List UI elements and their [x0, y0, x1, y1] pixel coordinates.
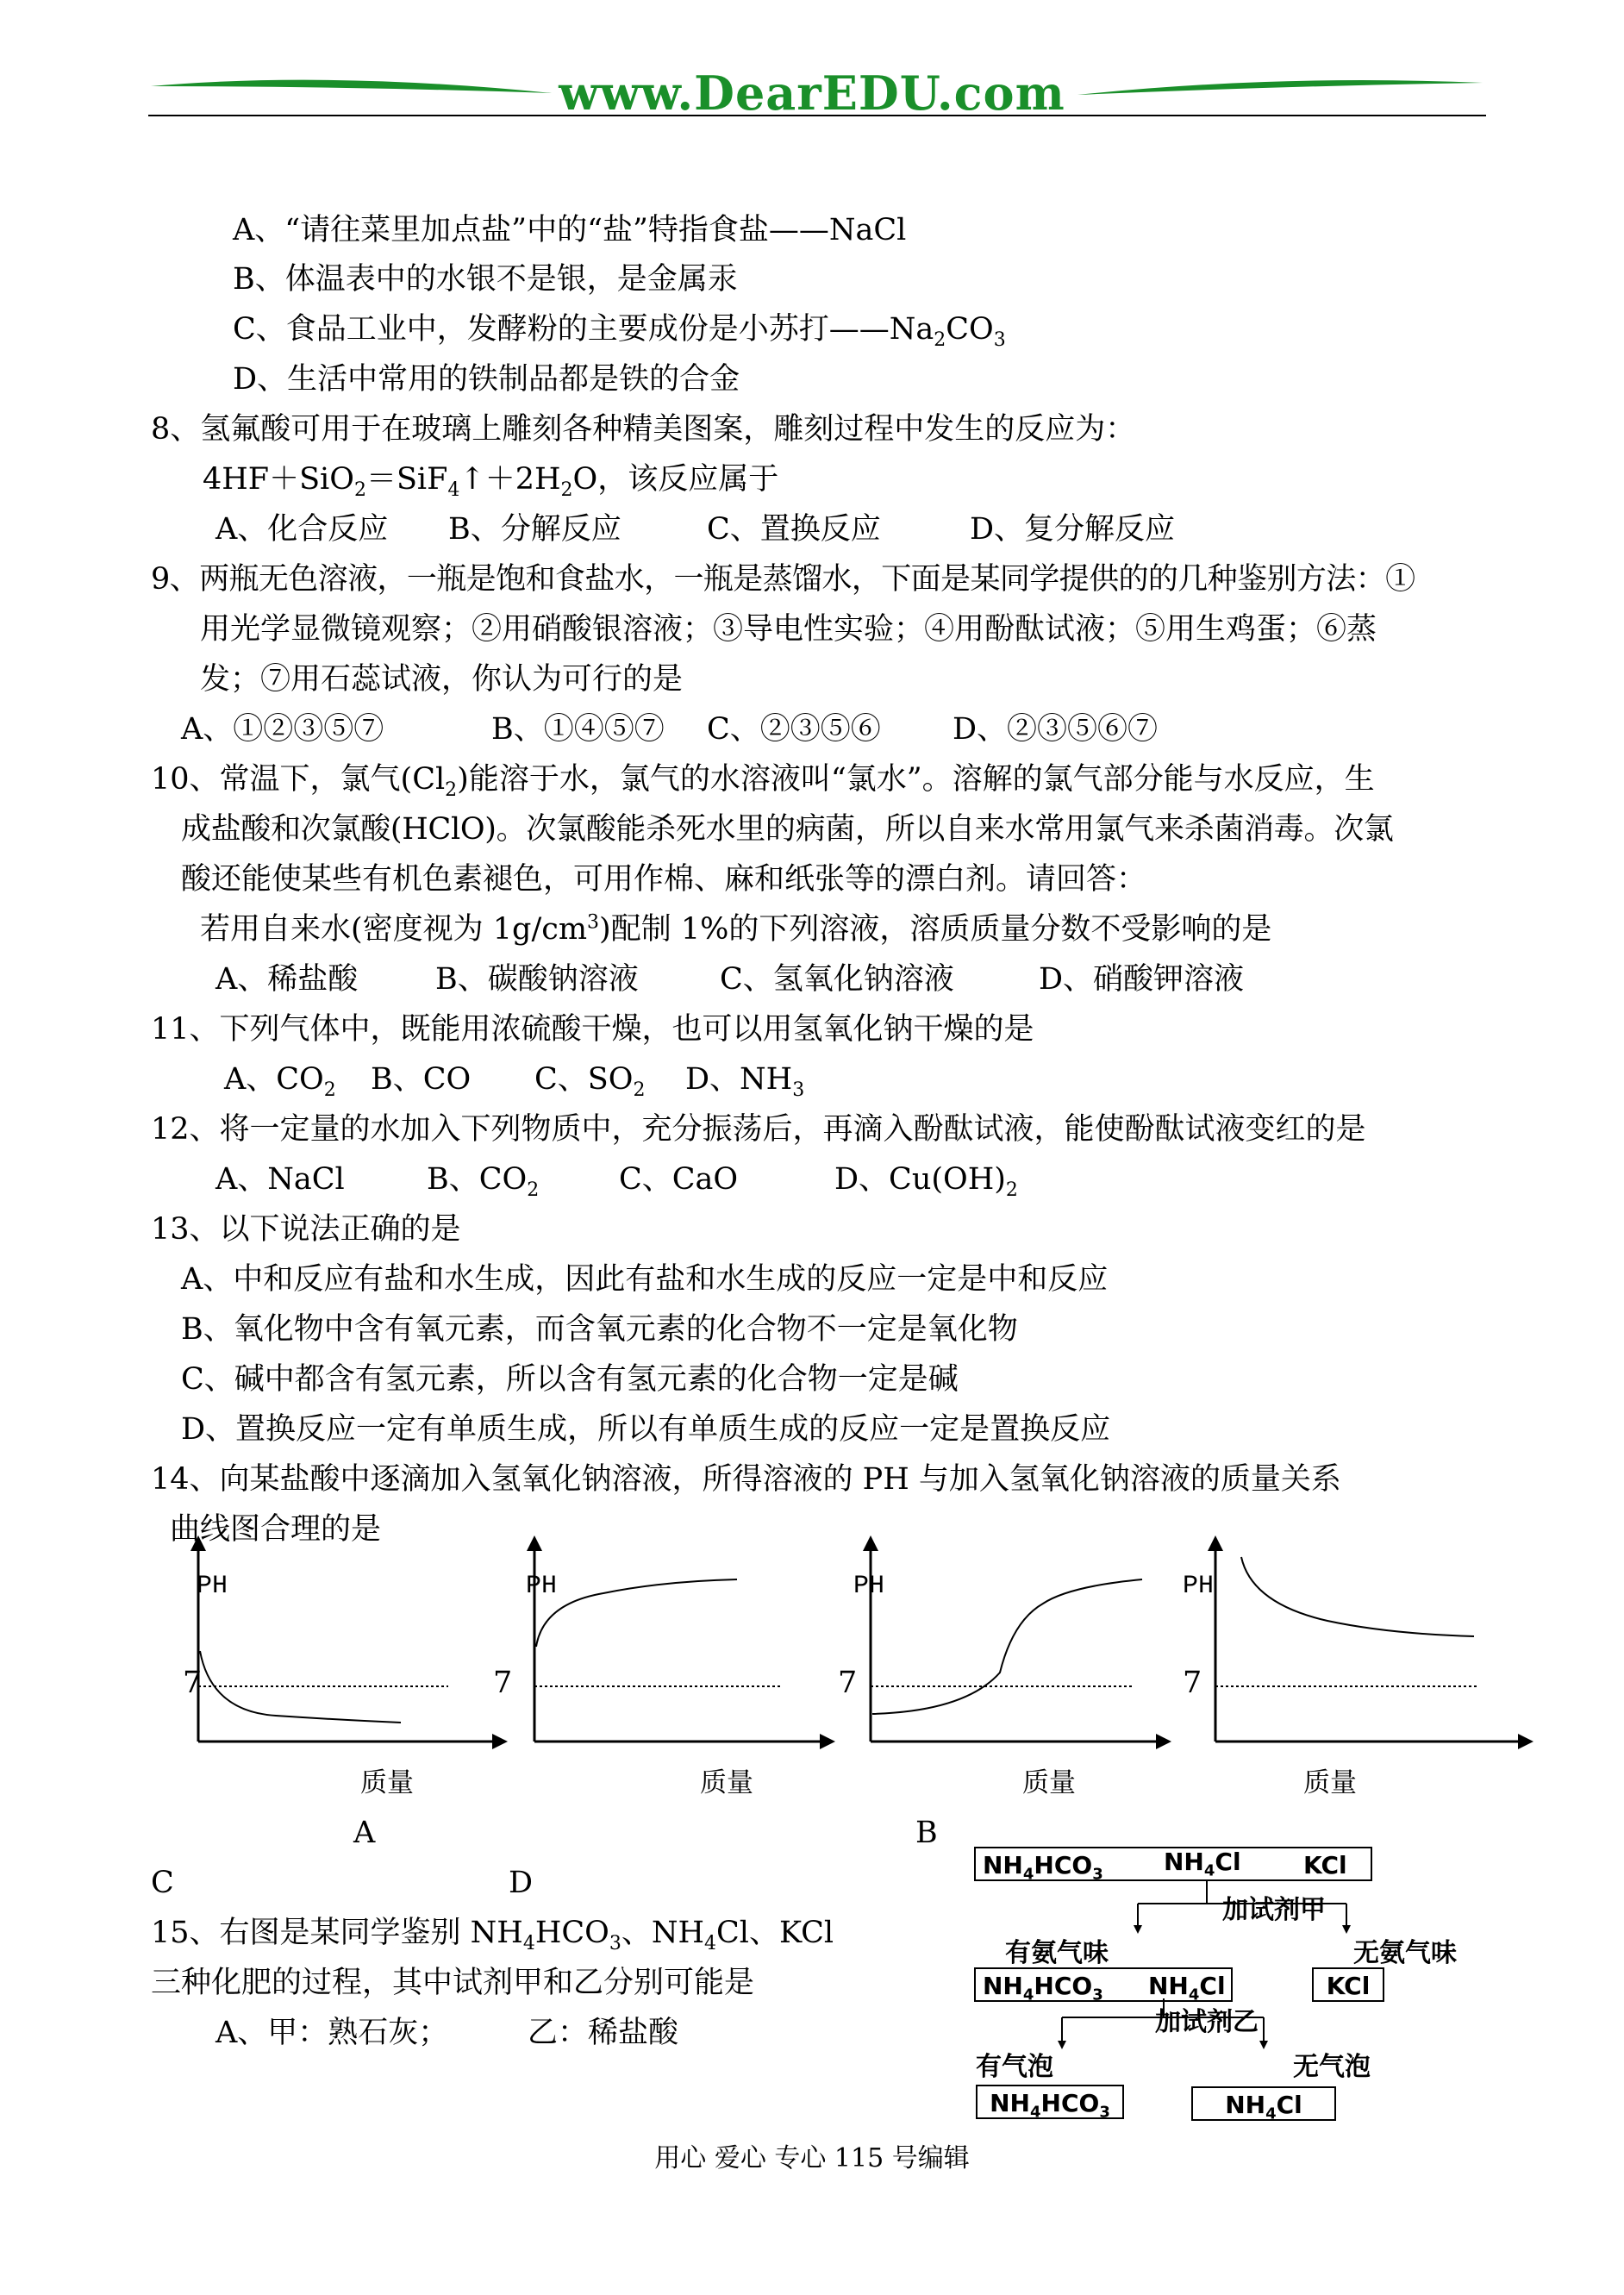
flow-mid-nh4hco3: $NH_4HCO_3$: [983, 1972, 1103, 2004]
q12-option-a: A、NaCl: [215, 1162, 345, 1197]
q11-option-d: D、$NH_3$: [685, 1062, 805, 1101]
chart-letter-b: B: [915, 1816, 938, 1850]
q10-option-a: A、稀盐酸: [215, 962, 359, 997]
flow-bottom-left-box: [976, 2085, 1124, 2122]
q10-line-4: 若用自来水(密度视为 $1g/cm^3$)配制 1%的下列溶液，溶质质量分数不受影响的是: [200, 911, 1272, 947]
q8-option-a: A、化合反应: [215, 512, 389, 547]
q13-option-a: A、中和反应有盐和水生成，因此有盐和水生成的反应一定是中和反应: [181, 1262, 1109, 1297]
q7-option-b: B、体温表中的水银不是银，是金属汞: [233, 262, 738, 297]
ph-charts: [0, 1526, 1624, 1785]
q9-line-2: 用光学显微镜观察；②用硝酸银溶液；③导电性实验；④用酚酞试液；⑤用生鸡蛋；⑥蒸: [200, 612, 1377, 647]
q12-option-c: C、CaO: [619, 1162, 739, 1197]
q13-option-d: D、置换反应一定有单质生成，所以有单质生成的反应一定是置换反应: [181, 1412, 1111, 1447]
chart-letter-c: C: [151, 1866, 174, 1900]
header: [0, 60, 1624, 129]
chart-d-ylabel: PH: [1183, 1572, 1215, 1601]
flow-mid-nh4cl: $NH_4Cl$: [1148, 1972, 1226, 2004]
chart-letter-a: A: [353, 1816, 376, 1850]
q12-option-b: B、$CO_2$: [427, 1162, 540, 1201]
q15-line-2: 三种化肥的过程，其中试剂甲和乙分别可能是: [151, 1966, 755, 2000]
chart-c-ref7: 7: [838, 1666, 858, 1700]
header-site-title[interactable]: www.DearEDU.com: [559, 66, 1065, 121]
chart-d-ref7: 7: [1183, 1666, 1202, 1700]
q10-line-3: 酸还能使某些有机色素褪色，可用作棉、麻和纸张等的漂白剂。请回答：: [181, 862, 1147, 897]
flow-top-box: [974, 1847, 1372, 1884]
q10-option-c: C、氢氧化钠溶液: [720, 962, 954, 997]
chart-letter-d: D: [509, 1866, 534, 1900]
q11-option-a: A、$CO_2$: [224, 1062, 336, 1101]
flow-bottom-nh4hco3: $NH_4HCO_3$: [990, 2089, 1110, 2122]
curve-d: [1241, 1557, 1474, 1636]
chart-d-xlabel: 质量: [1303, 1767, 1357, 1798]
q10-option-b: B、碳酸钠溶液: [435, 962, 639, 997]
q15-line-1: 15、右图是某同学鉴别 $NH_4HCO_3$、$NH_4Cl$、KCl: [151, 1916, 834, 1954]
flow-top-nh4hco3: $NH_4HCO_3$: [983, 1851, 1103, 1884]
chart-b-ylabel: PH: [526, 1572, 558, 1601]
chart-a-ref7: 7: [183, 1666, 203, 1700]
q11-option-c: C、$SO_2$: [534, 1062, 646, 1101]
q7-option-a: A、“请往菜里加点盐”中的“盐”特指食盐——NaCl: [233, 213, 907, 247]
chart-a-ylabel: PH: [197, 1572, 228, 1601]
q14-line-1: 14、向某盐酸中逐滴加入氢氧化钠溶液，所得溶液的 PH 与加入氢氧化钠溶液的质量关系: [151, 1462, 1341, 1497]
q11-option-b: B、CO: [371, 1062, 472, 1097]
q9-line-1: 9、两瓶无色溶液，一瓶是饱和食盐水，一瓶是蒸馏水，下面是某同学提供的的几种鉴别方法：①: [151, 562, 1415, 597]
q13-option-b: B、氧化物中含有氧元素，而含氧元素的化合物不一定是氧化物: [181, 1312, 1018, 1347]
q12-option-d: D、$Cu(OH)_2$: [834, 1162, 1018, 1201]
flow-left-1: 有氨气味: [1005, 1938, 1109, 1968]
q8-stem: 8、氢氟酸可用于在玻璃上雕刻各种精美图案，雕刻过程中发生的反应为：: [151, 412, 1136, 447]
chart-b-xlabel: 质量: [700, 1767, 753, 1798]
q15-option-a2: 乙：稀盐酸: [528, 2016, 679, 2050]
chart-c-xlabel: 质量: [1022, 1767, 1076, 1798]
flow-kcl-box: [1312, 1967, 1384, 2002]
q9-option-c: C、②③⑤⑥: [707, 712, 881, 747]
flow-bottom-nh4cl: $NH_4Cl$: [1225, 2091, 1302, 2123]
q8-equation: $4HF+SiO_2=SiF_4↑+2H_2O$，该反应属于: [203, 462, 779, 501]
flow-bottom-right-box: [1191, 2086, 1336, 2121]
q7-option-d: D、生活中常用的铁制品都是铁的合金: [233, 362, 740, 397]
flow-right-1: 无氨气味: [1353, 1938, 1457, 1968]
curve-c: [872, 1579, 1142, 1714]
q15-option-a: A、甲：熟石灰；: [215, 2016, 449, 2050]
q7-option-c: C、食品工业中，发酵粉的主要成份是小苏打$——Na_2CO_3$: [233, 312, 1006, 351]
chart-c-ylabel: PH: [853, 1572, 885, 1601]
q13-stem: 13、以下说法正确的是: [151, 1212, 461, 1247]
flow-mid-box: [974, 1967, 1233, 2002]
q8-option-c: C、置换反应: [707, 512, 881, 547]
flow-top-nh4cl: $NH_4Cl$: [1164, 1848, 1241, 1880]
chart-d: [1215, 1543, 1526, 1742]
curve-b: [536, 1579, 737, 1647]
flow-reagent-2: 加试剂乙: [1155, 2007, 1259, 2037]
q11-stem: 11、下列气体中，既能用浓硫酸干燥，也可以用氢氧化钠干燥的是: [151, 1012, 1034, 1047]
flow-top-kcl: KCl: [1303, 1851, 1347, 1879]
q10-line-1: 10、常温下，氯气$(Cl_2)$能溶于水，氯气的水溶液叫“氯水”。溶解的氯气部分能与水反应，生: [151, 762, 1375, 801]
flow-kcl-label: KCl: [1326, 1972, 1371, 2000]
q12-stem: 12、将一定量的水加入下列物质中，充分振荡后，再滴入酚酞试液，能使酚酞试液变红的是: [151, 1112, 1366, 1147]
flow-reagent-1: 加试剂甲: [1222, 1895, 1326, 1925]
q13-option-c: C、碱中都含有氢元素，所以含有氢元素的化合物一定是碱: [181, 1362, 959, 1397]
chart-c: [871, 1543, 1164, 1742]
page-footer: 用心 爱心 专心 115 号编辑: [654, 2143, 970, 2173]
q10-line-2: 成盐酸和次氯酸(HClO)。次氯酸能杀死水里的病菌，所以自来水常用氯气来杀菌消毒。次氯: [181, 812, 1394, 847]
q9-line-3: 发；⑦用石蕊试液，你认为可行的是: [200, 662, 684, 697]
q8-option-d: D、复分解反应: [970, 512, 1176, 547]
q9-option-d: D、②③⑤⑥⑦: [953, 712, 1159, 747]
q10-option-d: D、硝酸钾溶液: [1039, 962, 1245, 997]
chart-a-xlabel: 质量: [360, 1767, 414, 1798]
q9-option-a: A、①②③⑤⑦: [181, 712, 384, 747]
chart-a: [198, 1543, 500, 1742]
flow-right-2: 无气泡: [1293, 2052, 1371, 2082]
q9-option-b: B、①④⑤⑦: [491, 712, 665, 747]
flow-left-2: 有气泡: [976, 2052, 1053, 2082]
chart-b-ref7: 7: [493, 1666, 513, 1700]
chart-b: [534, 1543, 828, 1742]
q14-line-2: 曲线图合理的是: [170, 1512, 382, 1547]
q8-option-b: B、分解反应: [448, 512, 621, 547]
